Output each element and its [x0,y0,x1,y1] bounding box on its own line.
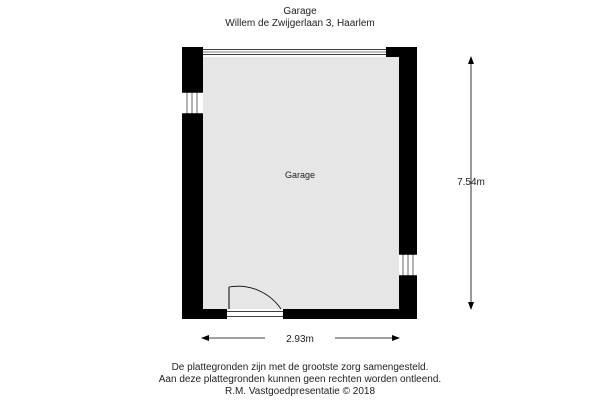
plan-address: Willem de Zwijgerlaan 3, Haarlem [225,18,375,29]
garage-door-top [203,47,386,57]
garage-floor [203,57,399,309]
room-label: Garage [284,170,316,180]
disclaimer-line-1: De plattegronden zijn met de grootste zorg samengesteld. [171,362,429,373]
window-right [399,254,417,276]
window-left [182,92,203,114]
disclaimer-line-2: Aan deze plattegronden kunnen geen rechten worden ontleend. [158,374,442,385]
width-dimension-label: 2.93m [286,334,314,345]
plan-title: Garage [283,6,317,17]
height-dimension-label: 7.54m [457,177,485,188]
copyright-line: R.M. Vastgoedpresentatie © 2018 [224,386,376,397]
